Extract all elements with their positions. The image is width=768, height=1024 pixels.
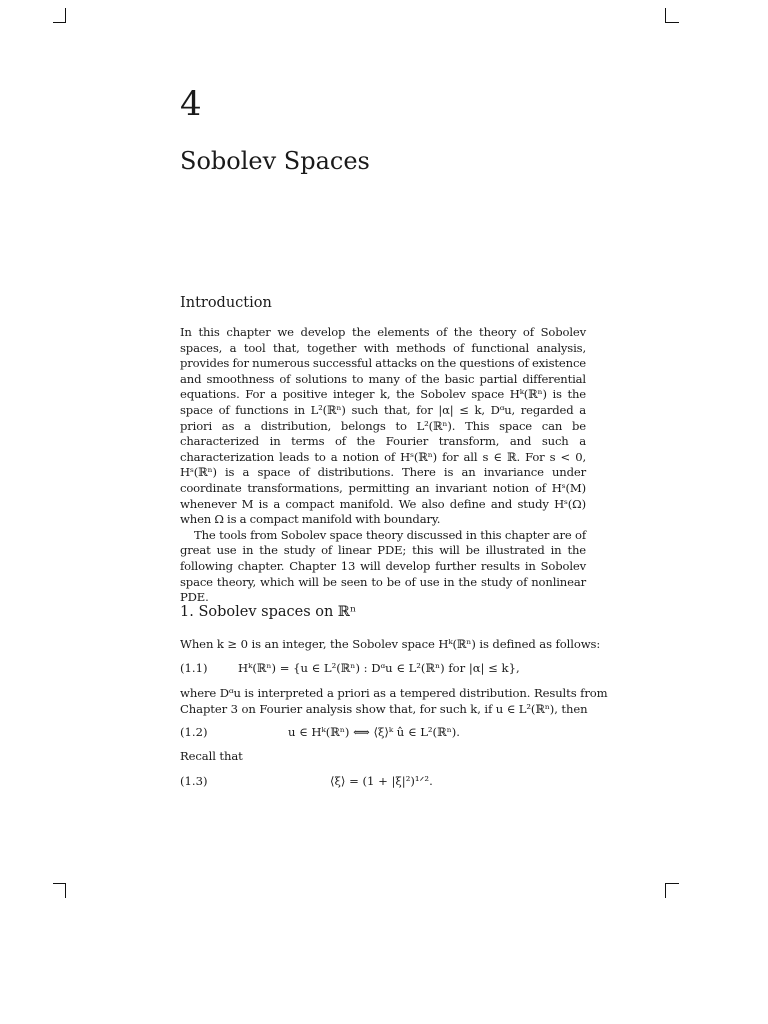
introduction-paragraph-2: The tools from Sobolev space theory discussed in this chapter are of great use in the study of linear PDE; this will be illustrated in the following chapter. Chapter 13 will develop further results in Sobolev space theory, which will be seen to be of use in the study of nonlinear PDE. xyxy=(180,527,586,605)
section-text-line-4: Recall that xyxy=(180,749,243,763)
crop-mark-bottom-right-v xyxy=(665,883,666,898)
equation-number-1-1: (1.1) xyxy=(180,661,208,675)
introduction-body xyxy=(180,325,586,606)
crop-mark-top-left-v xyxy=(65,8,66,23)
crop-mark-bottom-left xyxy=(53,883,65,884)
introduction-heading: Introduction xyxy=(180,295,272,311)
chapter-number: 4 xyxy=(180,84,202,124)
section-text-line-3: Chapter 3 on Fourier analysis show that, for such k, if u ∈ L²(ℝⁿ), then xyxy=(180,702,588,716)
crop-mark-top-right-v xyxy=(665,8,666,23)
crop-mark-bottom-right xyxy=(665,883,679,884)
equation-1-3: ⟨ξ⟩ = (1 + |ξ|²)¹ᐟ². xyxy=(330,774,433,788)
crop-mark-top-right xyxy=(665,22,679,23)
chapter-title: Sobolev Spaces xyxy=(180,147,370,175)
section-heading: 1. Sobolev spaces on ℝⁿ xyxy=(180,604,357,620)
equation-number-1-2: (1.2) xyxy=(180,725,208,739)
equation-number-1-3: (1.3) xyxy=(180,774,208,788)
crop-mark-bottom-left-v xyxy=(65,883,66,898)
section-text-line-1: When k ≥ 0 is an integer, the Sobolev space Hᵏ(ℝⁿ) is defined as follows: xyxy=(180,637,601,651)
crop-mark-top-left xyxy=(53,22,65,23)
equation-1-1: Hᵏ(ℝⁿ) = {u ∈ L²(ℝⁿ) : Dᵅu ∈ L²(ℝⁿ) for |α| ≤ k}, xyxy=(238,661,520,675)
equation-1-2: u ∈ Hᵏ(ℝⁿ) ⟺ ⟨ξ⟩ᵏ û ∈ L²(ℝⁿ). xyxy=(288,725,460,739)
section-text-line-2: where Dᵅu is interpreted a priori as a tempered distribution. Results from xyxy=(180,686,608,700)
introduction-paragraph-1: In this chapter we develop the elements of the theory of Sobolev spaces, a tool that, together with methods of functional analysis, provides for numerous successful attacks on the questions of existence and smoothness of solutions to many of the basic partial differential equations. For a positive integer k, the Sobolev space Hᵏ(ℝⁿ) is the space of functions in L²(ℝⁿ) such that, for |α| ≤ k, Dᵅu, regarded a priori as a distribution, belongs to L²(ℝⁿ). This space can be characterized in terms of the Fourier transform, and such a characterization leads to a notion of Hˢ(ℝⁿ) for all s ∈ ℝ. For s < 0, Hˢ(ℝⁿ) is a space of distributions. There is an invariance under coordinate transformations, permitting an invariant notion of Hˢ(M) whenever M is a compact manifold. We also define and study Hˢ(Ω) when Ω is a compact manifold with boundary. xyxy=(180,325,586,527)
